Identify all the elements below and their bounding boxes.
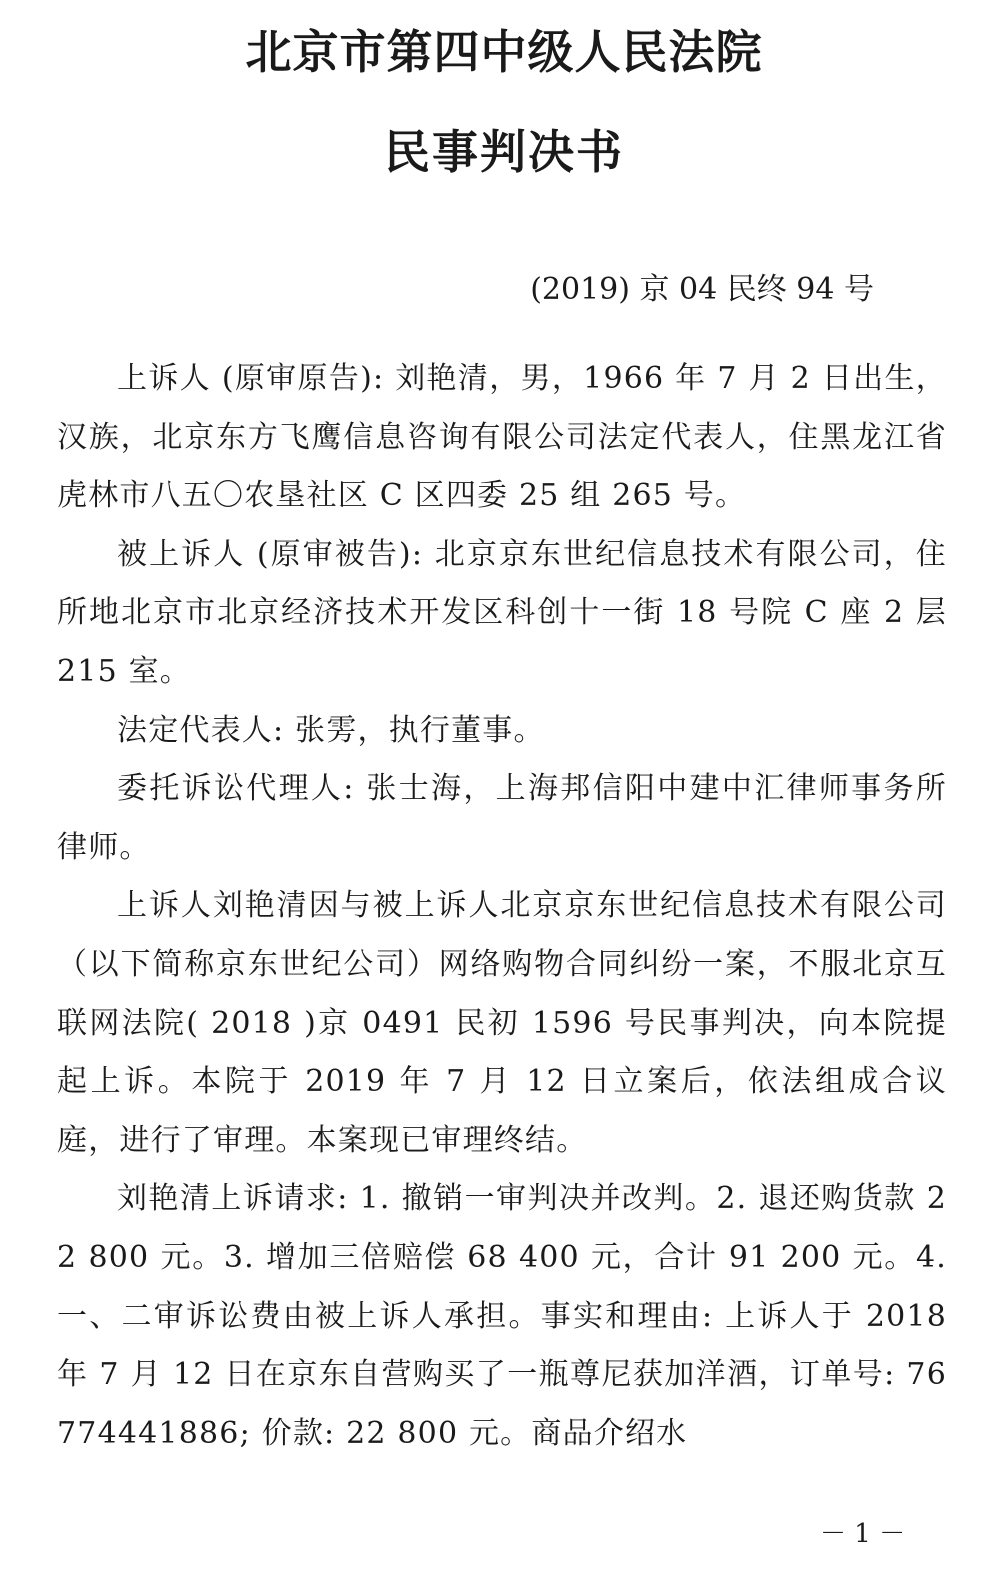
paragraph-appellant: 上诉人 (原审原告): 刘艳清，男，1966 年 7 月 2 日出生，汉族，北京东方飞鹰信息咨询有限公司法定代表人，住黑龙江省虎林市八五〇农垦社区 C 区四委 25 组 265 号。: [57, 361, 947, 514]
judgment-body: [57, 350, 979, 1463]
case-number: (2019) 京 04 民终 94 号: [530, 272, 874, 307]
court-name-heading: 北京市第四中级人民法院: [245, 25, 763, 79]
document-type-heading: 民事判决书: [384, 125, 624, 179]
paragraph-appellee: 被上诉人 (原审被告): 北京京东世纪信息技术有限公司，住所地北京市北京经济技术开发区科创十一街 18 号院 C 座 2 层 215 室。: [57, 536, 947, 689]
paragraph-appeal-claims: 刘艳清上诉请求: 1. 撤销一审判决并改判。2. 退还购货款 22 800 元。3. 增加三倍赔偿 68 400 元，合计 91 200 元。4. 一、二审诉讼费由被上诉人承担。事实和理由: 上诉人于 2018 年 7 月 12 日在京东自营购买了一瓶尊尼获加洋酒，订单号: 76774441886; 价款: 22 800 元。商品介绍水: [57, 1181, 979, 1451]
page-number: － 1 －: [820, 1519, 906, 1549]
paragraph-legal-representative: 法定代表人: 张雱，执行董事。: [117, 712, 545, 748]
paragraph-agent: 委托诉讼代理人: 张士海，上海邦信阳中建中汇律师事务所律师。: [57, 771, 947, 865]
paragraph-case-background: 上诉人刘艳清因与被上诉人北京京东世纪信息技术有限公司（以下简称京东世纪公司）网络购物合同纠纷一案，不服北京互联网法院( 2018 )京 0491 民初 1596 号民事判决，向本院提起上诉。本院于 2019 年 7 月 12 日立案后，依法组成合议庭，进行了审理。本案现已审理终结。: [57, 888, 947, 1158]
